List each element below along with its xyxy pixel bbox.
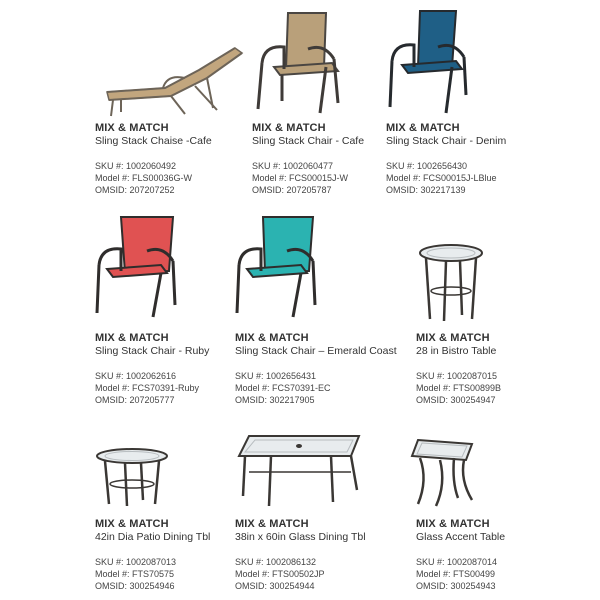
square-table-icon xyxy=(410,436,476,508)
product-model: Model #: FLS00036G-W xyxy=(95,173,193,183)
product-name[interactable]: Glass Accent Table xyxy=(416,531,506,543)
product-brand: MIX & MATCH xyxy=(95,122,169,134)
rect-table-icon xyxy=(235,432,365,508)
product-omsid: OMSID: 302217139 xyxy=(386,185,466,195)
product-model: Model #: FTS00899B xyxy=(416,383,502,393)
product-omsid: OMSID: 300254943 xyxy=(416,581,496,591)
product-sku: SKU #: 1002062616 xyxy=(95,371,177,381)
product-name[interactable]: Sling Stack Chair - Ruby xyxy=(95,345,210,357)
product-sku: SKU #: 1002656430 xyxy=(386,161,468,171)
product-brand: MIX & MATCH xyxy=(252,122,326,134)
product-sku: SKU #: 1002086132 xyxy=(235,557,317,567)
product-model: Model #: FCS70391-EC xyxy=(235,383,331,393)
product-model: Model #: FTS00502JP xyxy=(235,569,325,579)
product-name[interactable]: Sling Stack Chair - Cafe xyxy=(252,135,365,147)
product-model: Model #: FCS70391-Ruby xyxy=(95,383,200,393)
sling-chair-icon xyxy=(252,5,352,115)
product-brand: MIX & MATCH xyxy=(416,518,490,530)
sling-chair-icon xyxy=(95,213,180,318)
product-name[interactable]: Sling Stack Chaise -Cafe xyxy=(95,135,212,147)
product-sku: SKU #: 1002087013 xyxy=(95,557,177,567)
product-omsid: OMSID: 300254946 xyxy=(95,581,175,591)
round-table-icon xyxy=(95,448,170,508)
product-brand: MIX & MATCH xyxy=(235,518,309,530)
product-sku: SKU #: 1002087015 xyxy=(416,371,498,381)
chaise-lounge-icon xyxy=(95,30,245,120)
product-brand: MIX & MATCH xyxy=(95,332,169,344)
sling-chair-icon xyxy=(235,213,320,318)
product-omsid: OMSID: 207207252 xyxy=(95,185,175,195)
product-omsid: OMSID: 300254947 xyxy=(416,395,496,405)
product-name[interactable]: 28 in Bistro Table xyxy=(416,345,497,357)
product-brand: MIX & MATCH xyxy=(95,518,169,530)
product-name[interactable]: Sling Stack Chair – Emerald Coast xyxy=(235,345,397,357)
product-model: Model #: FTS70575 xyxy=(95,569,175,579)
sling-chair-icon xyxy=(386,5,476,115)
product-sku: SKU #: 1002060492 xyxy=(95,161,177,171)
product-omsid: OMSID: 207205777 xyxy=(95,395,175,405)
product-name[interactable]: 38in x 60in Glass Dining Tbl xyxy=(235,531,366,543)
product-model: Model #: FCS00015J-W xyxy=(252,173,349,183)
product-model: Model #: FCS00015J-LBlue xyxy=(386,173,497,183)
round-table-icon xyxy=(416,241,486,323)
product-omsid: OMSID: 300254944 xyxy=(235,581,315,591)
product-name[interactable]: 42in Dia Patio Dining Tbl xyxy=(95,531,211,543)
product-brand: MIX & MATCH xyxy=(235,332,309,344)
product-sku: SKU #: 1002087014 xyxy=(416,557,498,567)
product-omsid: OMSID: 207205787 xyxy=(252,185,332,195)
product-brand: MIX & MATCH xyxy=(416,332,490,344)
product-model: Model #: FTS00499 xyxy=(416,569,496,579)
product-omsid: OMSID: 302217905 xyxy=(235,395,315,405)
product-name[interactable]: Sling Stack Chair - Denim xyxy=(386,135,507,147)
product-sku: SKU #: 1002060477 xyxy=(252,161,334,171)
product-brand: MIX & MATCH xyxy=(386,122,460,134)
product-sku: SKU #: 1002656431 xyxy=(235,371,317,381)
